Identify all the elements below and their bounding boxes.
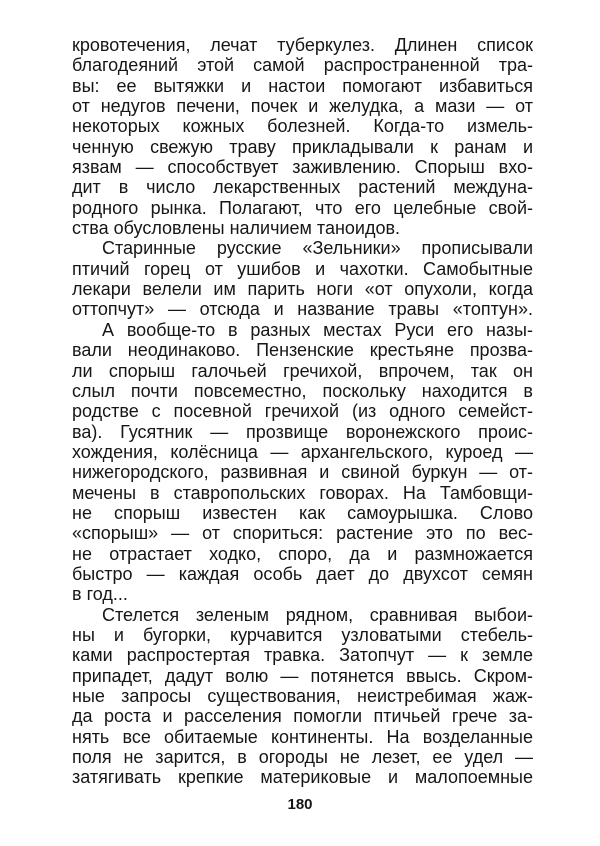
text-line: не спорыш известен как самоурышка. Слово bbox=[72, 502, 533, 523]
text-line: дит в число лекарственных растений междуна- bbox=[72, 177, 533, 198]
text-line: быстро — каждая особь дает до двухсот семян bbox=[72, 563, 533, 584]
text-line: птичий горец от ушибов и чахотки. Самобытные bbox=[72, 258, 533, 279]
text-line: нижегородского, развивная и свиной буркун — от- bbox=[72, 462, 533, 483]
text-line: оттопчут» — отсюда и название травы «топтун». bbox=[72, 299, 533, 320]
text-line: поля не зарится, в огороды не лезет, ее удел — bbox=[72, 747, 533, 768]
page-number: 180 bbox=[287, 796, 313, 813]
text-line: нять все обитаемые континенты. На возделанные bbox=[72, 726, 533, 747]
text-line: затягивать крепкие материковые и малопоемные bbox=[72, 767, 533, 788]
text-line: в год... bbox=[72, 584, 128, 605]
text-line: ва). Гусятник — прозвище воронежского проис- bbox=[72, 421, 533, 442]
text-line: Стелется зеленым рядном, сравнивая выбои- bbox=[102, 604, 533, 625]
text-line: некоторых кожных болезней. Когда-то измель- bbox=[72, 116, 533, 137]
text-line: ства обусловлены наличием таноидов. bbox=[72, 218, 401, 239]
text-line: не отрастает ходко, споро, да и размножается bbox=[72, 543, 533, 564]
text-line: язвам — способствует заживлению. Спорыш вхо- bbox=[72, 157, 533, 178]
text-line: мечены в ставропольских говорах. На Тамбовщи- bbox=[72, 482, 533, 503]
text-line: ные запросы существования, неистребимая жаж- bbox=[72, 686, 533, 706]
text-line: ками распростертая травка. Затопчут — к земле bbox=[72, 645, 533, 666]
text-line: «спорыш» — от спориться: растение это по вес- bbox=[72, 523, 533, 544]
text-line: А вообще-то в разных местах Руси его назы- bbox=[102, 319, 533, 340]
text-line: родного рынка. Полагают, что его целебные свой- bbox=[72, 197, 533, 218]
text-line: от недугов печени, почек и желудка, а мази — от bbox=[72, 96, 533, 117]
text-line: вы: ее вытяжки и настои помогают избавиться bbox=[72, 75, 533, 96]
page-text bbox=[72, 35, 533, 788]
text-line: хождения, колёсница — архангельского, куроед — bbox=[72, 441, 533, 462]
text-line: ны и бугорки, курчавится узловатыми стебель- bbox=[72, 624, 533, 645]
text-line: слыл почти повсеместно, поскольку находится в bbox=[72, 380, 533, 401]
text-line: родстве с посевной гречихой (из одного семейст- bbox=[72, 401, 533, 422]
text-line: ченную свежую траву прикладывали к ранам и bbox=[72, 136, 533, 157]
text-line: ли спорыш галочьей гречихой, впрочем, так он bbox=[72, 360, 533, 381]
text-line: да роста и расселения помогли птичьей грече за- bbox=[72, 706, 533, 727]
text-line: вали неодинаково. Пензенские крестьяне прозва- bbox=[72, 340, 533, 361]
text-line: Старинные русские «Зельники» прописывали bbox=[102, 238, 533, 259]
text-line: кровотечения, лечат туберкулез. Длинен список bbox=[72, 35, 533, 55]
text-line: благодеяний этой самой распространенной тра- bbox=[72, 55, 533, 76]
text-line: лекари велели им парить ноги «от опухоли, когда bbox=[72, 279, 533, 300]
text-line: припадет, дадут волю — потянется ввысь. Скром- bbox=[72, 665, 533, 686]
